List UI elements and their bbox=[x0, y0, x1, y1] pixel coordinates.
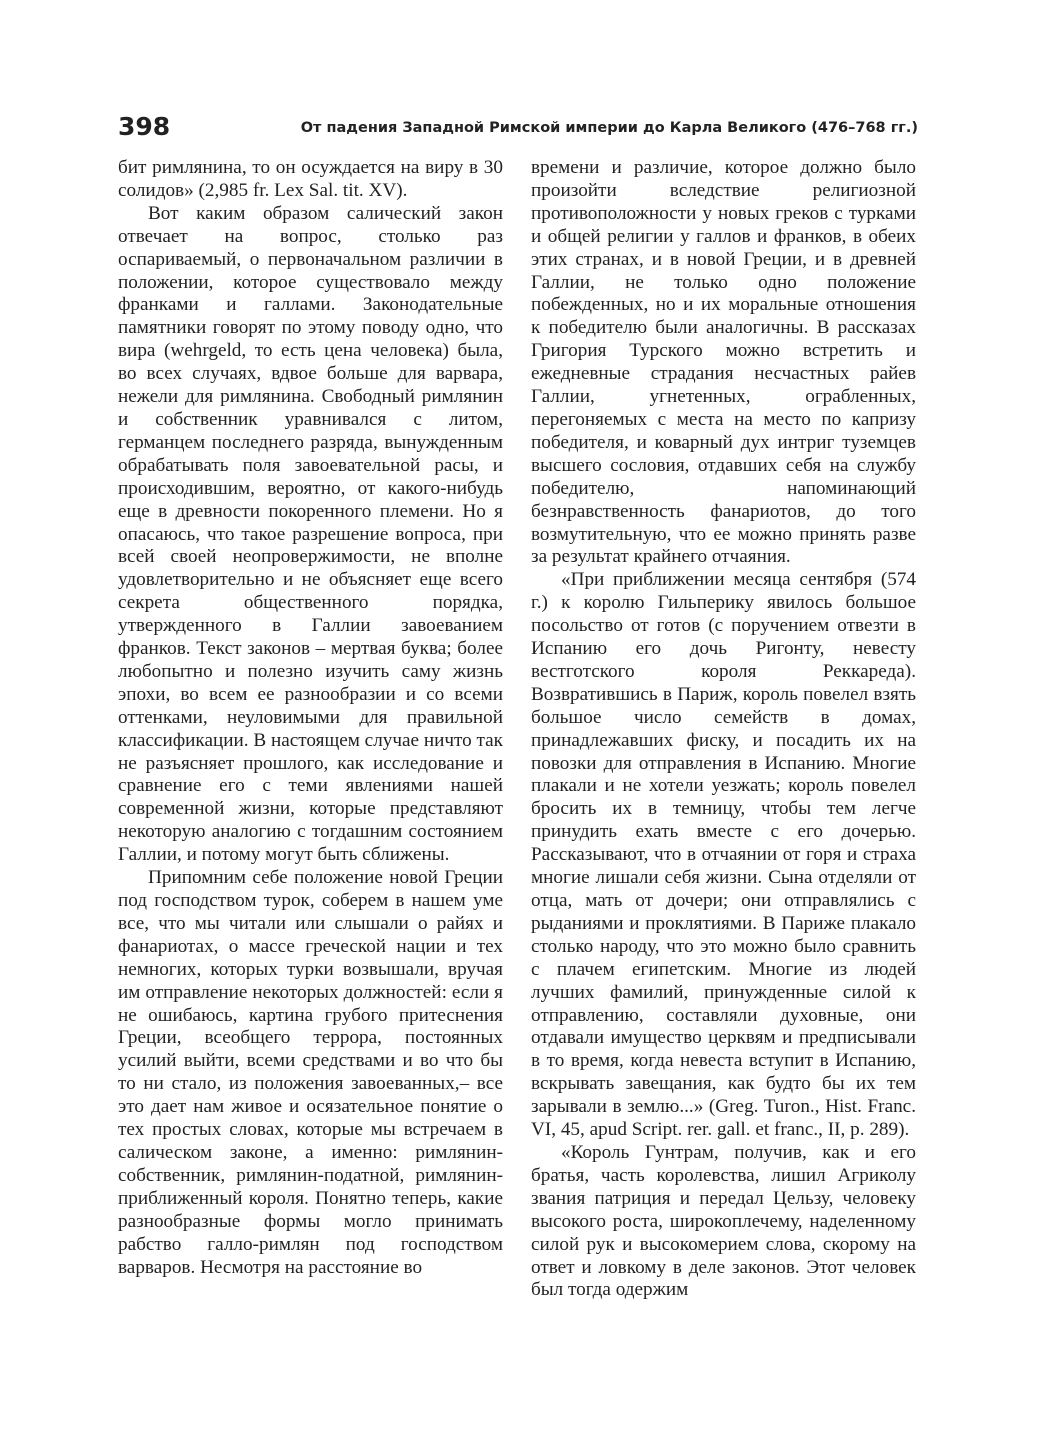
paragraph: «Король Гунтрам, получив, как и его братья, часть королевства, лишил Агриколу звания патриция и передал Цельзу, человеку высокого роста, широкоплечему, наделенному силой рук и высокомерием слова, скорому на ответ и ловкому в деле законов. Этот человек был тогда одержим bbox=[531, 1141, 916, 1301]
paragraph: Вот каким образом салический закон отвечает на вопрос, столько раз оспариваемый, о первоначальном различии в положении, которое существовало между франками и галлами. Законодательные памятники говорят по этому поводу одно, что вира (wehrgeld, то есть цена человека) была, во всех случаях, вдвое больше для варвара, нежели для римлянина. Свободный римлянин и собственник уравнивался с литом, германцем последнего разряда, вынужденным обрабатывать поля завоевательной расы, и происходившим, вероятно, от какого-нибудь еще в древности покоренного племени. Но я опасаюсь, что такое разрешение вопроса, при всей своей неопровержимости, не вполне удовлетворительно и не объясняет еще всего секрета общественного порядка, утвержденного в Галлии завоеванием франков. Текст законов – мертвая буква; более любопытно и полезно изучить саму жизнь эпохи, во всем ее разнообразии и со всеми оттенками, неуловимыми для правильной классификации. В настоящем случае ничто так не разъясняет прошлого, как исследование и сравнение его с теми явлениями нашей современной жизни, которые представляют некоторую аналогию с тогдашним состоянием Галлии, и потому могут быть сближены. bbox=[118, 202, 504, 866]
page-number: 398 bbox=[118, 112, 171, 141]
left-column bbox=[118, 157, 503, 1279]
right-column bbox=[531, 157, 916, 1302]
page-header bbox=[118, 112, 918, 146]
paragraph: бит римлянина, то он осуждается на виру в 30 солидов» (2,985 fr. Lex Sal. tit. XV). bbox=[118, 157, 503, 201]
paragraph: времени и различие, которое должно было произойти вследствие религиозной противоположности у новых греков с турками и общей религии у галлов и франков, в обеих этих странах, и в новой Греции, и в древней Галлии, не только одно положение побежденных, но и их моральные отношения к победителю были аналогичны. В рассказах Григория Турского можно встретить и ежедневные страдания несчастных райев Галлии, угнетенных, ограбленных, перегоняемых с места на место по капризу победителя, и коварный дух интриг туземцев высшего сословия, отдавших себя на службу победителю, напоминающий безнравственность фанариотов, до того возмутительную, что ее можно принять разве за результат крайнего отчаяния. bbox=[531, 157, 916, 568]
paragraph: «При приближении месяца сентября (574 г.) к королю Гильперику явилось большое посольство от готов (с поручением отвезти в Испанию его дочь Ригонту, невесту вестготского короля Реккареда). Возвратившись в Париж, король повелел взять большое число семейств в домах, принадлежавших фиску, и посадить их на повозки для отправления в Испанию. Многие плакали и не хотели уезжать; король повелел бросить их в темницу, чтобы тем легче принудить ехать вместе с его дочерью. Рассказывают, что в отчаянии от горя и страха многие лишали себя жизни. Сына отделяли от отца, мать от дочери; они отправлялись с рыданиями и проклятиями. В Париже плакало столько народу, что это можно было сравнить с плачем египетским. Многие из людей лучших фамилий, принужденные силой к отправлению, составляли духовные, они отдавали имущество церквям и предписывали в то время, когда невеста вступит в Испанию, вскрывать завещания, как будто бы их тем зарывали в землю...» (Greg. Turon., Hist. Franc. VI, 45, apud Script. rer. gall. et franc., II, p. 289). bbox=[531, 569, 916, 1141]
paragraph: Припомним себе положение новой Греции под господством турок, соберем в нашем уме все, что мы читали или слышали о райях и фанариотах, о массе греческой нации и тех немногих, которых турки возвышали, вручая им отправление некоторых должностей: если я не ошибаюсь, картина грубого притеснения Греции, всеобщего террора, постоянных усилий выйти, всеми средствами и во что бы то ни стало, из положения завоеванных,– все это дает нам живое и осязательное понятие о тех простых словах, которые мы встречаем в салическом законе, а именно: римлянин-собственник, римлянин-податной, римлянин-приближенный короля. Понятно теперь, какие разнообразные формы могло принимать рабство галло-римлян под господством варваров. Несмотря на расстояние во bbox=[118, 867, 503, 1278]
running-title: От падения Западной Римской империи до Карла Великого (476–768 гг.) bbox=[300, 120, 918, 136]
